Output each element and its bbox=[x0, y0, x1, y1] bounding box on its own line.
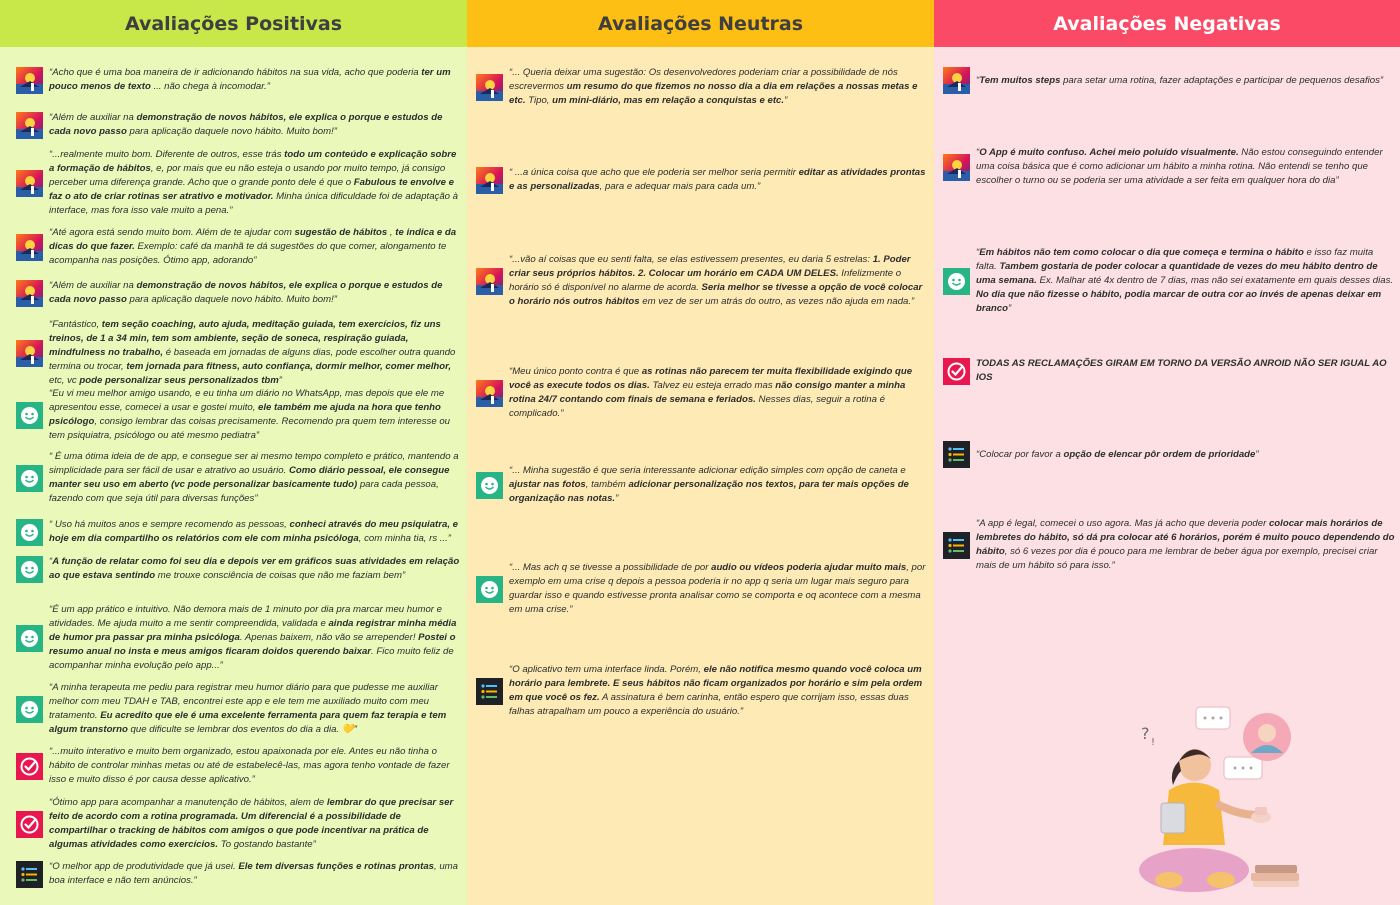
review-text bbox=[509, 365, 928, 421]
review-text bbox=[49, 518, 460, 546]
review-text-segment: ” bbox=[615, 493, 619, 504]
review-text-highlight: Postei o resumo anual no insta e meus amigos ficaram doidos querendo baixar bbox=[49, 632, 456, 657]
review-text-highlight: ele também me ajuda na hora que tenho psicólogo bbox=[49, 402, 441, 427]
review-text-segment: , bbox=[387, 227, 396, 238]
review-text-highlight: Tambem gostaria de poder colocar a quantidade de vezes do meu hábito dentro de uma semana. bbox=[976, 261, 1378, 286]
review-text bbox=[49, 111, 460, 139]
review-text-segment: “A app é legal, comecei o uso agora. Mas já acho que deveria poder bbox=[976, 518, 1269, 529]
review-text-segment: “... Mas ach q se tivesse a possibilidade de por bbox=[509, 562, 712, 573]
review-text-highlight: ainda registrar minha média de humor pra passar pra minha psicóloga bbox=[49, 618, 457, 643]
review-text-segment: Infelizmente o horário só é disponível no alarme de acorda. bbox=[509, 268, 902, 293]
review-text-segment: “O aplicativo tem uma interface linda. Porém, bbox=[509, 664, 704, 675]
review-text-segment: , com minha tia, rs ...” bbox=[358, 533, 451, 544]
review-text-highlight: opção de elencar pôr ordem de prioridade bbox=[1063, 448, 1256, 460]
review-text-segment: “ ...a única coisa que acho que ele poderia ser melhor seria permitir bbox=[509, 167, 799, 178]
review-text-highlight: lembrar do que precisar ser feito de acordo com a rotina programada. Um diferencial é a possibilidade de compartilhar o tracking de hábitos com amigos o que pode incentivar na prática de algumas atividades como exercícios. bbox=[49, 797, 454, 850]
review-text-highlight: Em hábitos não tem como colocar o dia que começa e termina o hábito bbox=[979, 247, 1304, 258]
review-text-segment: , para e adequar mais para cada um.” bbox=[599, 181, 761, 192]
svg-text:?: ? bbox=[1141, 724, 1150, 743]
review-text-segment: ” bbox=[278, 375, 282, 386]
review-text-segment: “...vão aí coisas que eu senti falta, se elas estivessem presentes, eu daria 5 estrelas: bbox=[509, 254, 873, 265]
review-text-segment: é baseada em jornadas de alguns dias, pode escolher outra quando termina ou trocar, bbox=[49, 347, 456, 372]
review-text bbox=[509, 66, 928, 108]
review-text-highlight: No dia que não fizesse o hábito, podia marcar de outra cor ao invés de apenas deixar em branco bbox=[976, 289, 1382, 314]
review-text bbox=[49, 450, 460, 506]
daylio-app-icon bbox=[476, 576, 503, 603]
review-text-segment: Minha única dificuldade foi de adaptação à interface, mas fora isso vale muito a pena.” bbox=[49, 191, 459, 216]
review-text bbox=[49, 279, 460, 307]
daylio-app-icon bbox=[16, 465, 43, 492]
review-text-highlight: sugestão de hábitos bbox=[294, 227, 388, 238]
review-text-highlight: editar as atividades prontas e as personalizadas bbox=[509, 167, 926, 192]
review-text-segment: , por exemplo em uma crise q depois a pessoa poderia ir no app q seria um lugar mais seguro para guardar isso e quando estivesse pronta analisar como se comporta e oq acontece com a mesma em uma crise.” bbox=[509, 562, 926, 615]
review-text-segment: que dificulte se lembrar dos eventos do dia a dia. 💛” bbox=[127, 724, 357, 735]
review-text-segment: “Meu único ponto contra é que bbox=[509, 366, 642, 377]
review-item bbox=[16, 226, 460, 268]
fabulous-app-icon bbox=[943, 67, 970, 94]
todo-list-app-icon bbox=[476, 678, 503, 705]
review-text-highlight: um resumo do que fizemos no nosso dia a dia em relações a nossas metas e etc. bbox=[509, 81, 918, 106]
review-text bbox=[976, 448, 1395, 462]
review-text-segment: Nesses dias, seguir a rotina é complicado.” bbox=[509, 394, 885, 419]
review-text-segment: To gostando bastante” bbox=[218, 839, 316, 850]
review-text-segment: ... não chega à incomodar.” bbox=[150, 81, 270, 92]
review-text bbox=[49, 148, 460, 218]
review-text-segment: “ bbox=[976, 147, 980, 158]
review-item bbox=[16, 796, 460, 852]
review-text-segment: para aplicação daquele novo hábito. Muito bom!” bbox=[126, 126, 337, 137]
review-text bbox=[976, 146, 1395, 188]
review-text-segment: . Apenas baixem, não vão se arrepender! bbox=[239, 632, 419, 643]
review-text-segment: , também bbox=[585, 479, 629, 490]
daylio-app-icon bbox=[16, 402, 43, 429]
daylio-app-icon bbox=[16, 625, 43, 652]
review-text bbox=[49, 796, 460, 852]
column-title: Avaliações Negativas bbox=[934, 0, 1400, 47]
review-item bbox=[16, 518, 460, 546]
review-text bbox=[976, 517, 1395, 573]
neutral-reviews-column bbox=[467, 0, 934, 905]
daylio-app-icon bbox=[16, 519, 43, 546]
review-text-segment: “Fantástico, bbox=[49, 319, 102, 330]
review-text-highlight: 1. Poder criar seus próprios hábitos. 2. Colocar um horário em CADA UM DELES. bbox=[509, 254, 911, 279]
review-text-segment: Exemplo: café da manhã te dá sugestões do que comer, alongamento te acompanha nas posições. Ótimo app, adorando” bbox=[49, 241, 447, 266]
habit-check-app-icon bbox=[16, 811, 43, 838]
review-item bbox=[16, 555, 460, 583]
review-text-segment: para aplicação daquele novo hábito. Muito bom!” bbox=[126, 294, 337, 305]
review-item bbox=[943, 357, 1395, 385]
review-text bbox=[509, 561, 928, 617]
review-item bbox=[943, 67, 1395, 94]
review-item bbox=[16, 860, 460, 888]
todo-list-app-icon bbox=[943, 441, 970, 468]
review-text-segment: para setar uma rotina, fazer adaptações e participar de pequenos desafios” bbox=[1060, 74, 1384, 86]
review-item bbox=[476, 253, 928, 309]
negative-reviews-column bbox=[934, 0, 1400, 905]
review-text bbox=[976, 246, 1395, 316]
review-text-segment: e isso faz muita falta. bbox=[976, 247, 1374, 272]
fabulous-app-icon bbox=[16, 340, 43, 367]
review-text bbox=[49, 66, 460, 94]
review-text-segment: , e, por mais que eu não esteja o usando por muito tempo, já consigo perceber uma diferença grande. Acho que o grande ponto dele é que o bbox=[49, 163, 446, 188]
review-text bbox=[49, 860, 460, 888]
review-text-segment: ” bbox=[1255, 448, 1259, 460]
review-text-highlight: TODAS AS RECLAMAÇÕES GIRAM EM TORNO DA VERSÃO ANROID NÃO SER IGUAL AO IOS bbox=[976, 358, 1387, 383]
review-item bbox=[943, 517, 1395, 573]
review-text-segment: “Eu vi meu melhor amigo usando, e eu tinha um diário no WhatsApp, mas depois que ele me apresentou esse, comecei a usar e gostei muito, bbox=[49, 388, 445, 413]
review-text bbox=[509, 253, 928, 309]
review-text-highlight: demonstração de novos hábitos, ele explica o porque e estudos de cada novo passo bbox=[49, 112, 443, 137]
review-text-segment: , uma boa interface e não tem anúncios.” bbox=[49, 861, 459, 886]
review-text-segment: “ Uso há muitos anos e sempre recomendo as pessoas, bbox=[49, 519, 290, 530]
review-text-segment: me trouxe consciência de coisas que não me faziam bem” bbox=[155, 570, 406, 581]
review-text-segment: “ É uma ótima ideia de de app, e consegue ser ai mesmo tempo completo e prático, mantendo a simplicidade para ser fácil de usar e atrativo ao usuário. bbox=[49, 451, 459, 476]
review-text bbox=[976, 357, 1395, 385]
review-text-highlight: Seria melhor se tivesse a opção de você colocar o horário nós outros hábitos bbox=[509, 282, 923, 307]
review-item bbox=[16, 66, 460, 94]
review-text-segment: em vez de ser um atrás do outro, as vezes não ajuda em nada.” bbox=[639, 296, 915, 307]
review-text-highlight: A função de relatar como foi seu dia e depois ver em gráficos suas atividades em relação ao que estava sentindo bbox=[49, 556, 460, 581]
fabulous-app-icon bbox=[476, 268, 503, 295]
review-text-segment: , consigo lembrar das coisas precisamente. Recomendo pra quem tem interesse ou tem psiquiatra, psicólogo ou até mesmo pediatra” bbox=[49, 416, 450, 441]
review-item bbox=[943, 441, 1395, 468]
positive-reviews-column bbox=[0, 0, 467, 905]
review-text-segment: “...realmente muito bom. Diferente de outros, esse trás bbox=[49, 149, 285, 160]
habit-check-app-icon bbox=[943, 358, 970, 385]
review-text-segment: “ bbox=[976, 74, 980, 86]
review-text bbox=[509, 464, 928, 506]
review-text-segment: Não estou conseguindo entender uma coisa básica que é como adicionar um hábito a minha rotina. Não entendi se tenho que escolher o turno ou se poderia ser uma atividade a ser feita em qualquer hora do dia” bbox=[976, 147, 1383, 186]
review-text-segment: “Acho que é uma boa maneira de ir adicionando hábitos na sua vida, acho que poderia bbox=[49, 67, 422, 78]
review-text-highlight: colocar mais horários de lembretes do hábito, só dá pra colocar até 6 horários, porém é muito pouco dependendo do hábito bbox=[976, 518, 1395, 557]
review-text-segment: para cada pessoa, fazendo com que seja útil para diversas funções” bbox=[49, 479, 439, 504]
review-item bbox=[16, 318, 460, 388]
review-text bbox=[49, 318, 460, 388]
review-text bbox=[509, 663, 928, 719]
review-text bbox=[509, 166, 928, 194]
review-text bbox=[49, 555, 460, 583]
review-item bbox=[16, 450, 460, 506]
review-text-highlight: adicionar personalização nos textos, para ter mais opções de organização nas notas. bbox=[509, 479, 909, 504]
review-item bbox=[16, 148, 460, 218]
review-text-highlight: demonstração de novos hábitos, ele explica o porque e estudos de cada novo passo bbox=[49, 280, 443, 305]
review-item bbox=[476, 166, 928, 194]
review-text-segment: “Colocar por favor a bbox=[976, 448, 1064, 460]
review-text-highlight: ajustar nas fotos bbox=[509, 479, 586, 490]
fabulous-app-icon bbox=[476, 167, 503, 194]
review-text-segment: etc, vc bbox=[49, 375, 80, 386]
review-text-segment: ” bbox=[784, 95, 788, 106]
review-text bbox=[49, 226, 460, 268]
review-text-segment: “Ótimo app para acompanhar a manutenção de hábitos, alem de bbox=[49, 797, 327, 808]
review-text-highlight: as rotinas não parecem ter muita flexibilidade exigindo que você as execute todos os dias. bbox=[509, 366, 913, 391]
review-text-segment: A assinatura é bem carinha, então espero que corrijam isso, essas duas falhas atrapalham um pouco a experiência do usuário.” bbox=[509, 692, 909, 717]
review-text-segment: ” bbox=[1008, 303, 1012, 314]
review-text-highlight: ele não notifica mesmo quando você coloca um horário para lembrete. E seus hábitos não ficam organizados por horário e sim pela ordem em que você os fez. bbox=[509, 664, 923, 703]
review-item bbox=[16, 745, 460, 787]
review-text-highlight: Como diário pessoal, ele consegue manter seu uso em aberto (vc pode personalizar basicamente tudo) bbox=[49, 465, 450, 490]
review-text-highlight: O App é muito confuso. Achei meio poluído visualmente. bbox=[979, 147, 1239, 158]
fabulous-app-icon bbox=[16, 234, 43, 261]
todo-list-app-icon bbox=[943, 532, 970, 559]
review-item bbox=[476, 365, 928, 421]
review-text-highlight: Ele tem diversas funções e rotinas prontas bbox=[238, 861, 435, 872]
review-text-segment: , só 6 vezes por dia é pouco para me lembrar de beber água por exemplo, precisei criar mais de um hábito só para isso.” bbox=[976, 546, 1378, 571]
daylio-app-icon bbox=[16, 556, 43, 583]
review-item bbox=[16, 387, 460, 443]
fabulous-app-icon bbox=[943, 154, 970, 181]
daylio-app-icon bbox=[943, 268, 970, 295]
review-item bbox=[16, 603, 460, 673]
review-item bbox=[476, 66, 928, 108]
review-item bbox=[476, 561, 928, 617]
review-text-segment: “É um app prático e intuitivo. Não demora mais de 1 minuto por dia pra marcar meu humor e atividades. Me ajuda muito a me sentir compreendida, validada e bbox=[49, 604, 442, 629]
review-text-segment: “... Minha sugestão é que seria interessante adicionar edição simples com opção de caneta e bbox=[509, 465, 906, 476]
review-item bbox=[476, 663, 928, 719]
fabulous-app-icon bbox=[16, 170, 43, 197]
review-text-highlight: tem jornada para fitness, auto confiança, dormir melhor, comer melhor, bbox=[126, 361, 452, 372]
fabulous-app-icon bbox=[476, 74, 503, 101]
review-text-highlight: conheci através do meu psiquiatra, e hoje em dia compartilho os relatórios com ele com minha psicóloga bbox=[49, 519, 458, 544]
review-item bbox=[943, 246, 1395, 316]
review-text-segment: “... Queria deixar uma sugestão: Os desenvolvedores poderiam criar a possibilidade de nós escrevermos bbox=[509, 67, 898, 92]
review-text-segment: Tipo, bbox=[525, 95, 553, 106]
svg-text:!: ! bbox=[1151, 737, 1156, 748]
review-text-highlight: te indica e da dicas do que fazer. bbox=[49, 227, 457, 252]
fabulous-app-icon bbox=[16, 112, 43, 139]
column-title: Avaliações Neutras bbox=[467, 0, 934, 47]
review-text-segment: “ bbox=[49, 556, 53, 567]
review-text-highlight: Fabulous te envolve e faz o ato de criar rotinas ser atrativo e motivador. bbox=[49, 177, 454, 202]
review-text-segment: “Além de auxiliar na bbox=[49, 280, 137, 291]
review-text-highlight: ter um pouco menos de texto bbox=[49, 67, 451, 92]
column-title: Avaliações Positivas bbox=[0, 0, 467, 47]
review-text-highlight: audio ou vídeos poderia ajudar muito mais bbox=[711, 562, 907, 573]
review-text bbox=[49, 681, 460, 737]
review-item bbox=[16, 681, 460, 737]
review-text-highlight: Tem muitos steps bbox=[979, 74, 1061, 86]
review-text-segment: . Fico muito feliz de acompanhar minha evolução pelo app...” bbox=[49, 646, 454, 671]
daylio-app-icon bbox=[16, 696, 43, 723]
review-item bbox=[476, 464, 928, 506]
fabulous-app-icon bbox=[16, 280, 43, 307]
review-text bbox=[976, 74, 1395, 88]
review-text-highlight: pode personalizar seus personalizados tbm bbox=[79, 375, 279, 386]
review-item bbox=[16, 111, 460, 139]
todo-list-app-icon bbox=[16, 861, 43, 888]
review-text-segment: “A minha terapeuta me pediu para registrar meu humor diário para que pudesse me auxiliar melhor com meu TDAH e TAB, encontrei este app e ele tem me auxiliado muito com meu tratamento. bbox=[49, 682, 438, 721]
review-text-segment: Talvez eu esteja errado mas bbox=[649, 380, 776, 391]
review-text-segment: “ bbox=[976, 247, 980, 258]
review-text bbox=[49, 603, 460, 673]
review-text-highlight: um mini-diário, mas em relação a conquistas e etc. bbox=[552, 95, 785, 106]
review-text-segment: “Até agora está sendo muito bom. Além de te ajudar com bbox=[49, 227, 295, 238]
review-text-highlight: todo um conteúdo e explicação sobre a formação de hábitos bbox=[49, 149, 457, 174]
review-text-segment: “O melhor app de produtividade que já usei. bbox=[49, 861, 239, 872]
review-text-segment: “Além de auxiliar na bbox=[49, 112, 137, 123]
fabulous-app-icon bbox=[476, 380, 503, 407]
review-text-highlight: Eu acredito que ele é uma excelente ferramenta para quem faz terapia e tem algum transtorno bbox=[49, 710, 447, 735]
review-item bbox=[16, 279, 460, 307]
review-text-segment: Ex. Malhar até 4x dentro de 7 dias, mas não sei exatamente em quais desses dias. bbox=[1036, 275, 1394, 286]
review-text-highlight: tem seção coaching, auto ajuda, meditação guiada, tem exercícios, fiz uns treinos, de 1 a 34 min, tem som ambiente, seção de soneca, respiração guiada, mindfulness no trabalho, bbox=[49, 319, 441, 358]
review-text bbox=[49, 387, 460, 443]
woman-with-tablet-illustration bbox=[1141, 695, 1389, 900]
review-text bbox=[49, 745, 460, 787]
review-item bbox=[943, 146, 1395, 188]
daylio-app-icon bbox=[476, 472, 503, 499]
review-text-segment: “...muito interativo e muito bem organizado, estou apaixonada por ele. Antes eu não tinha o hábito de controlar minhas metas ou até de estabelecê-las, mas agora tenho vontade de fazer isso e muito disso é por causa desse aplicativo.” bbox=[49, 746, 450, 785]
review-text-highlight: não consigo manter a minha rotina 24/7 contando com finais de semana e feriados. bbox=[509, 380, 906, 405]
habit-check-app-icon bbox=[16, 753, 43, 780]
fabulous-app-icon bbox=[16, 67, 43, 94]
